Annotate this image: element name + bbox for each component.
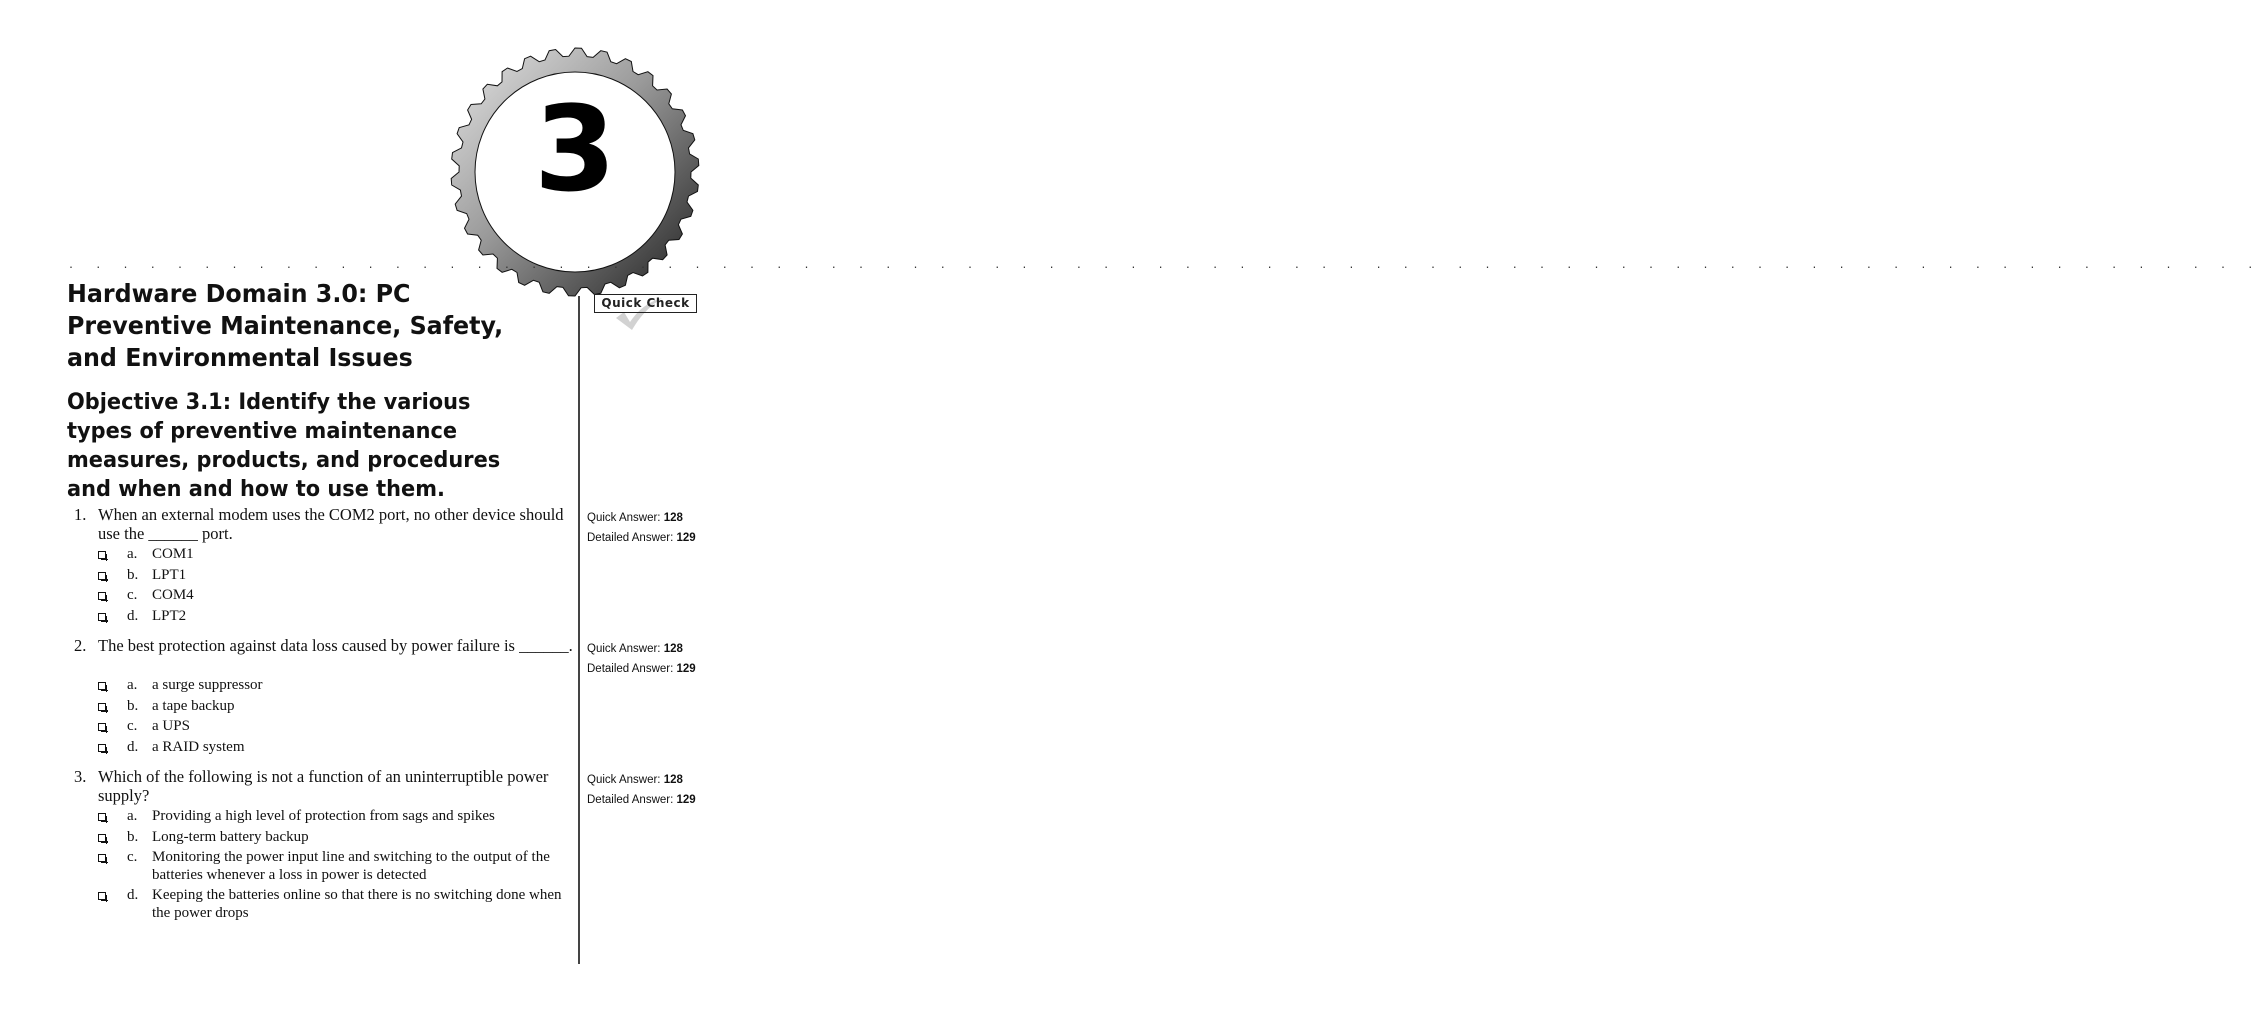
checkbox-icon[interactable] [98,613,106,621]
quick-answer-page: 128 [663,512,683,524]
choice-letter: c. [127,718,138,734]
choice-text: Long-term battery backup [152,828,309,845]
checkbox-icon[interactable] [98,834,106,842]
question-text: The best protection against data loss caused by power failure is ______. [98,636,573,655]
detailed-answer-ref[interactable] [587,790,757,810]
checkbox-icon[interactable] [98,813,106,821]
choice-letter: b. [127,828,139,845]
detailed-answer-page: 129 [676,794,696,806]
question-stem [74,767,579,805]
chapter-number: 3 [533,80,617,218]
answer-choices [98,677,578,759]
detailed-answer-label: Detailed Answer: [587,532,674,544]
choice-text: COM4 [152,587,194,603]
choice-letter: d. [127,607,139,624]
question-number: 1. [74,505,87,524]
question-text: When an external modem uses the COM2 port, no other device should use the ______ port. [98,505,564,543]
answer-choice[interactable] [98,739,578,757]
answer-choice[interactable] [98,849,578,884]
answer-choice[interactable] [98,546,578,564]
quick-check-label: Quick Check [594,294,697,313]
choice-letter: c. [127,849,138,865]
quick-answer-ref[interactable] [587,770,757,790]
choice-text: Keeping the batteries online so that there is no switching done when the power drops [152,887,562,921]
checkbox-icon[interactable] [98,592,106,600]
detailed-answer-page: 129 [676,532,696,544]
checkbox-icon[interactable] [98,703,106,711]
checkbox-icon[interactable] [98,551,106,559]
answer-choice[interactable] [98,587,578,605]
answer-choice[interactable] [98,808,578,826]
answer-choices [98,546,578,628]
quick-answer-ref[interactable] [587,639,757,659]
answer-choice[interactable] [98,718,578,736]
answer-choice[interactable] [98,677,578,695]
choice-text: COM1 [152,546,194,562]
choice-letter: a. [127,546,138,562]
question-text: Which of the following is not a function of an uninterruptible power supply? [98,767,549,805]
answer-choice[interactable] [98,608,578,626]
quick-answer-label: Quick Answer: [587,643,661,655]
answer-choice[interactable] [98,887,578,922]
choice-letter: b. [127,697,139,714]
quick-answer-label: Quick Answer: [587,512,661,524]
choice-letter: d. [127,738,139,755]
answer-choice[interactable] [98,829,578,847]
checkbox-icon[interactable] [98,682,106,690]
detailed-answer-ref[interactable] [587,659,757,679]
question-number: 2. [74,636,87,655]
answer-choice[interactable] [98,698,578,716]
dotted-separator: . . . . . . . . . . . . . . . . . . . . . . . . . . . . . . . . . . . . . . . . . . . . . . . . . . . . . . . . . . . . . . . . . . . . . . . . . . . . . . . . . [68,260,2261,271]
detailed-answer-label: Detailed Answer: [587,794,674,806]
detailed-answer-label: Detailed Answer: [587,663,674,675]
choice-text: Monitoring the power input line and switching to the output of the batteries whenever a loss in power is detected [152,849,550,883]
answer-references [587,508,757,548]
detailed-answer-page: 129 [676,663,696,675]
question-number: 3. [74,767,87,786]
quick-answer-page: 128 [663,774,683,786]
choice-letter: c. [127,587,138,603]
choice-text: a RAID system [152,738,245,755]
choice-text: LPT1 [152,566,187,583]
choice-text: a UPS [152,718,190,734]
checkbox-icon[interactable] [98,892,106,900]
question-stem [74,636,579,655]
quick-answer-page: 128 [663,643,683,655]
objective-title: Objective 3.1: Identify the various types of preventive maintenance measures, products, and procedures and when and how to use them. [67,390,501,502]
checkbox-icon[interactable] [98,723,106,731]
choice-letter: b. [127,566,139,583]
checkbox-icon[interactable] [98,854,106,862]
answer-choice[interactable] [98,567,578,585]
quick-answer-ref[interactable] [587,508,757,528]
answer-references [587,770,757,810]
answer-choices [98,808,578,925]
choice-text: a surge suppressor [152,677,263,693]
question-stem [74,505,579,543]
answer-references [587,639,757,679]
choice-text: a tape backup [152,697,235,714]
quick-answer-label: Quick Answer: [587,774,661,786]
choice-letter: a. [127,808,138,824]
checkbox-icon[interactable] [98,572,106,580]
choice-letter: a. [127,677,138,693]
detailed-answer-ref[interactable] [587,528,757,548]
choice-text: LPT2 [152,607,187,624]
chapter-title: Hardware Domain 3.0: PC Preventive Maintenance, Safety, and Environmental Issues [67,279,504,372]
checkbox-icon[interactable] [98,744,106,752]
choice-letter: d. [127,887,139,903]
choice-text: Providing a high level of protection from sags and spikes [152,808,495,824]
